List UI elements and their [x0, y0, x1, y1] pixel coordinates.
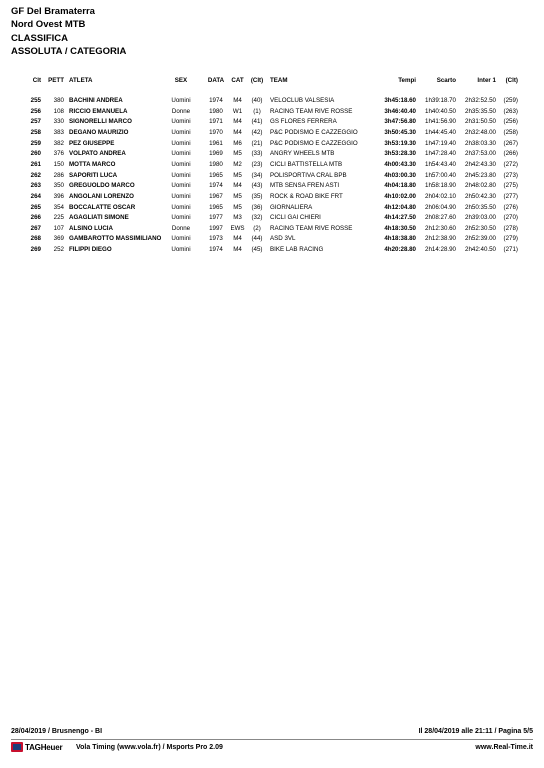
row-scarto: 1h47:19.40: [425, 139, 456, 147]
header-tempi: Tempi: [398, 77, 416, 84]
row-sex: Uomini: [171, 118, 191, 126]
row-sex: Uomini: [171, 246, 191, 254]
row-tempi: 4h18:30.50: [384, 224, 416, 232]
row-atleta: BACHINI ANDREA: [69, 97, 123, 104]
row-inter: 2h42:40.50: [465, 246, 496, 254]
row-inter-clt: (278): [503, 224, 518, 232]
row-cat-clt: (21): [251, 139, 263, 147]
row-cat-clt: (42): [251, 128, 263, 136]
row-atleta: BOCCALATTE OSCAR: [69, 203, 136, 211]
classification-title: CLASSIFICA: [11, 33, 68, 44]
row-tempi: 3h45:18.60: [384, 97, 416, 104]
row-inter-clt: (256): [503, 118, 518, 126]
row-sex: Uomini: [171, 203, 191, 211]
row-inter: 2h39:03.00: [465, 214, 496, 222]
vola-timing-credit: Vola Timing (www.vola.fr) / Msports Pro 2.09: [76, 744, 223, 751]
table-row: [0, 107, 544, 117]
row-cat-clt: (45): [251, 246, 263, 254]
row-cat: M4: [233, 246, 242, 254]
row-inter: 2h37:53.00: [465, 150, 496, 158]
table-row: [0, 149, 544, 159]
row-pett: 225: [53, 214, 64, 222]
row-cat: EWS: [230, 224, 245, 232]
row-inter: 2h32:48.00: [465, 128, 496, 136]
row-sex: Donne: [171, 107, 191, 115]
row-atleta: DEGANO MAURIZIO: [69, 128, 129, 136]
row-tempi: 4h03:00.30: [384, 171, 416, 179]
row-team: MTB SENSA FREN ASTI: [270, 182, 340, 190]
header-inter: Inter 1: [477, 77, 496, 84]
row-team: BIKE LAB RACING: [270, 246, 324, 254]
table-row: [0, 192, 544, 202]
row-scarto: 1h58:18.90: [425, 182, 456, 190]
row-data: 1974: [209, 246, 223, 254]
row-clt: 264: [30, 192, 41, 200]
row-scarto: 2h14:28.90: [425, 246, 456, 254]
row-data: 1965: [209, 171, 223, 179]
row-sex: Uomini: [171, 182, 191, 190]
row-team: P&C PODISMO E CAZZEGGIO: [270, 128, 358, 136]
row-atleta: ALSINO LUCIA: [69, 224, 113, 232]
row-sex: Uomini: [171, 235, 191, 243]
row-inter-clt: (266): [503, 150, 518, 158]
row-inter-clt: (276): [503, 203, 518, 211]
row-pett: 108: [53, 107, 64, 115]
row-data: 1980: [209, 107, 223, 115]
row-inter: 2h52:39.00: [465, 235, 496, 243]
row-scarto: 1h41:56.90: [425, 118, 456, 126]
row-tempi: 3h47:56.80: [384, 118, 416, 126]
row-inter-clt: (273): [503, 171, 518, 179]
row-scarto: 2h04:02.10: [425, 192, 456, 200]
row-clt: 260: [30, 150, 41, 158]
table-row: [0, 160, 544, 170]
row-sex: Uomini: [171, 150, 191, 158]
row-cat-clt: (43): [251, 182, 263, 190]
row-cat: M3: [233, 214, 242, 222]
row-cat: M4: [233, 118, 242, 126]
header-scarto: Scarto: [436, 77, 456, 84]
table-row: [0, 234, 544, 244]
row-cat: M6: [233, 139, 242, 147]
table-row: [0, 245, 544, 255]
row-cat: M4: [233, 182, 242, 190]
row-tempi: 4h04:18.80: [384, 182, 416, 190]
row-data: 1970: [209, 128, 223, 136]
row-atleta: GAMBAROTTO MASSIMILIANO: [69, 235, 162, 243]
row-cat-clt: (35): [251, 192, 263, 200]
row-inter-clt: (279): [503, 235, 518, 243]
row-cat-clt: (44): [251, 235, 263, 243]
row-team: P&C PODISMO E CAZZEGGIO: [270, 139, 358, 147]
table-row: [0, 117, 544, 127]
header-sex: SEX: [174, 77, 188, 84]
row-inter-clt: (277): [503, 192, 518, 200]
row-atleta: PEZ GIUSEPPE: [69, 139, 115, 147]
row-data: 1974: [209, 97, 223, 104]
row-tempi: 3h53:28.30: [384, 150, 416, 158]
row-scarto: 2h12:30.60: [425, 224, 456, 232]
row-clt: 265: [30, 203, 41, 211]
row-inter: 2h32:52.50: [465, 97, 496, 104]
row-clt: 258: [30, 128, 41, 136]
row-inter: 2h31:50.50: [465, 118, 496, 126]
row-data: 1973: [209, 235, 223, 243]
row-data: 1961: [209, 139, 223, 147]
row-sex: Uomini: [171, 214, 191, 222]
row-team: RACING TEAM RIVE ROSSE: [270, 107, 353, 115]
row-inter-clt: (270): [503, 214, 518, 222]
header-cat-clt: (Clt): [250, 77, 264, 84]
row-team: GIORNALIERA: [270, 203, 313, 211]
row-inter-clt: (272): [503, 160, 518, 168]
table-row: [0, 213, 544, 223]
row-clt: 267: [30, 224, 41, 232]
header-atleta: ATLETA: [69, 77, 93, 84]
table-row: [0, 203, 544, 213]
header-pett: PETT: [48, 77, 64, 84]
row-team: ROCK & ROAD BIKE FRT: [270, 192, 343, 200]
row-cat-clt: (33): [251, 150, 263, 158]
row-scarto: 1h39:18.70: [425, 97, 456, 104]
row-inter: 2h35:35.50: [465, 107, 496, 115]
header-data: DATA: [207, 77, 225, 84]
row-atleta: SAPORITI LUCA: [69, 171, 118, 179]
row-atleta: ANGOLANI LORENZO: [69, 192, 134, 200]
row-inter: 2h48:02.80: [465, 182, 496, 190]
row-atleta: GREGUOLDO MARCO: [69, 182, 135, 190]
row-sex: Uomini: [171, 171, 191, 179]
row-team: CICLI GAI CHIERI: [270, 214, 321, 222]
row-tempi: 4h00:43.30: [384, 160, 416, 168]
row-cat-clt: (41): [251, 118, 263, 126]
row-inter: 2h52:30.50: [465, 224, 496, 232]
row-team: POLISPORTIVA CRAL BPB: [270, 171, 347, 179]
row-pett: 369: [53, 235, 64, 243]
row-pett: 396: [53, 192, 64, 200]
row-data: 1965: [209, 203, 223, 211]
row-clt: 268: [30, 235, 41, 243]
footer-date-location: 28/04/2019 / Brusnengo - BI: [11, 728, 103, 735]
row-data: 1974: [209, 182, 223, 190]
row-sex: Uomini: [171, 97, 191, 104]
row-cat-clt: (32): [251, 214, 263, 222]
row-inter: 2h50:42.30: [465, 192, 496, 200]
row-clt: 266: [30, 214, 41, 222]
row-inter-clt: (258): [503, 128, 518, 136]
row-data: 1977: [209, 214, 223, 222]
row-inter-clt: (259): [503, 97, 518, 104]
logo-text: TAGHeuer: [25, 742, 63, 752]
row-sex: Donne: [171, 224, 191, 232]
row-tempi: 4h18:38.80: [384, 235, 416, 243]
row-cat: M4: [233, 128, 242, 136]
row-inter: 2h50:35.50: [465, 203, 496, 211]
row-inter-clt: (267): [503, 139, 518, 147]
row-sex: Uomini: [171, 160, 191, 168]
row-pett: 150: [53, 160, 64, 168]
footer-page-info: Il 28/04/2019 alle 21:11 / Pagina 5/5: [418, 728, 533, 735]
header-team: TEAM: [270, 77, 288, 84]
row-atleta: FILIPPI DIEGO: [69, 246, 112, 254]
row-inter-clt: (271): [503, 246, 518, 254]
site-link[interactable]: www.Real-Time.it: [475, 744, 533, 751]
row-clt: 261: [30, 160, 41, 168]
row-cat-clt: (36): [251, 203, 263, 211]
row-clt: 257: [30, 118, 41, 126]
table-row: [0, 171, 544, 181]
header-inter-clt: (Clt): [505, 77, 518, 84]
table-row: [0, 224, 544, 234]
row-tempi: 4h20:28.80: [384, 246, 416, 254]
table-row: [0, 181, 544, 191]
table-row: [0, 139, 544, 149]
row-clt: 256: [30, 107, 41, 115]
row-pett: 382: [53, 139, 64, 147]
table-row: [0, 96, 544, 106]
tagheuer-logo: [11, 742, 62, 752]
row-scarto: 1h57:00.40: [425, 171, 456, 179]
row-scarto: 1h44:45.40: [425, 128, 456, 136]
row-sex: Uomini: [171, 192, 191, 200]
row-scarto: 1h54:43.40: [425, 160, 456, 168]
header-cat: CAT: [231, 77, 244, 84]
row-team: RACING TEAM RIVE ROSSE: [270, 224, 353, 232]
category-title: ASSOLUTA / CATEGORIA: [11, 46, 127, 57]
row-team: VELOCLUB VALSESIA: [270, 97, 335, 104]
row-cat-clt: (34): [251, 171, 263, 179]
row-clt: 262: [30, 171, 41, 179]
row-data: 1980: [209, 160, 223, 168]
row-data: 1997: [209, 224, 223, 232]
row-pett: 107: [53, 224, 64, 232]
row-pett: 350: [53, 182, 64, 190]
row-cat-clt: (1): [253, 107, 261, 115]
row-inter: 2h38:03.30: [465, 139, 496, 147]
row-cat: M4: [233, 235, 242, 243]
row-sex: Uomini: [171, 139, 191, 147]
row-pett: 252: [53, 246, 64, 254]
row-atleta: RICCIO EMANUELA: [69, 107, 128, 115]
tagheuer-shield-icon: [11, 742, 23, 752]
row-clt: 263: [30, 182, 41, 190]
row-tempi: 3h53:19.30: [384, 139, 416, 147]
row-tempi: 3h50:45.30: [384, 128, 416, 136]
row-tempi: 3h46:40.40: [384, 107, 416, 115]
row-pett: 286: [53, 171, 64, 179]
header-clt: Clt: [32, 77, 41, 84]
row-atleta: AGAGLIATI SIMONE: [69, 214, 129, 222]
row-pett: 330: [53, 118, 64, 126]
row-inter-clt: (275): [503, 182, 518, 190]
row-cat: M5: [233, 203, 242, 211]
row-tempi: 4h14:27.50: [384, 214, 416, 222]
row-team: CICLI BATTISTELLA MTB: [270, 160, 343, 168]
row-pett: 380: [53, 97, 64, 104]
row-cat: M5: [233, 150, 242, 158]
row-sex: Uomini: [171, 128, 191, 136]
row-data: 1969: [209, 150, 223, 158]
row-data: 1967: [209, 192, 223, 200]
row-cat: W1: [232, 107, 243, 115]
event-subtitle: Nord Ovest MTB: [11, 19, 86, 30]
row-data: 1971: [209, 118, 223, 126]
row-cat: M5: [233, 171, 242, 179]
row-atleta: SIGNORELLI MARCO: [69, 118, 132, 126]
row-pett: 376: [53, 150, 64, 158]
row-clt: 259: [30, 139, 41, 147]
row-scarto: 1h40:40.50: [425, 107, 456, 115]
table-row: [0, 128, 544, 138]
row-clt: 255: [30, 97, 41, 104]
row-scarto: 2h08:27.60: [425, 214, 456, 222]
event-title: GF Del Bramaterra: [11, 6, 95, 17]
row-scarto: 2h06:04.90: [425, 203, 456, 211]
row-scarto: 1h47:28.40: [425, 150, 456, 158]
row-cat-clt: (23): [251, 160, 263, 168]
row-cat-clt: (2): [253, 224, 261, 232]
row-scarto: 2h12:38.90: [425, 235, 456, 243]
row-inter: 2h42:43.30: [465, 160, 496, 168]
row-inter-clt: (263): [503, 107, 518, 115]
row-pett: 383: [53, 128, 64, 136]
row-tempi: 4h12:04.80: [384, 203, 416, 211]
row-inter: 2h45:23.80: [465, 171, 496, 179]
row-team: ASD 3VL: [270, 235, 296, 243]
row-cat: M2: [233, 160, 242, 168]
row-team: ANGRY WHEELS MTB: [270, 150, 335, 158]
row-clt: 269: [30, 246, 41, 254]
table-header: [0, 76, 544, 86]
row-atleta: MOTTA MARCO: [69, 160, 116, 168]
row-atleta: VOLPATO ANDREA: [69, 150, 126, 158]
row-cat: M4: [233, 97, 242, 104]
row-team: GS FLORES FERRERA: [270, 118, 337, 126]
row-cat: M5: [233, 192, 242, 200]
row-cat-clt: (40): [251, 97, 263, 104]
footer-divider: [11, 739, 533, 740]
row-tempi: 4h10:02.00: [384, 192, 416, 200]
row-pett: 354: [53, 203, 64, 211]
